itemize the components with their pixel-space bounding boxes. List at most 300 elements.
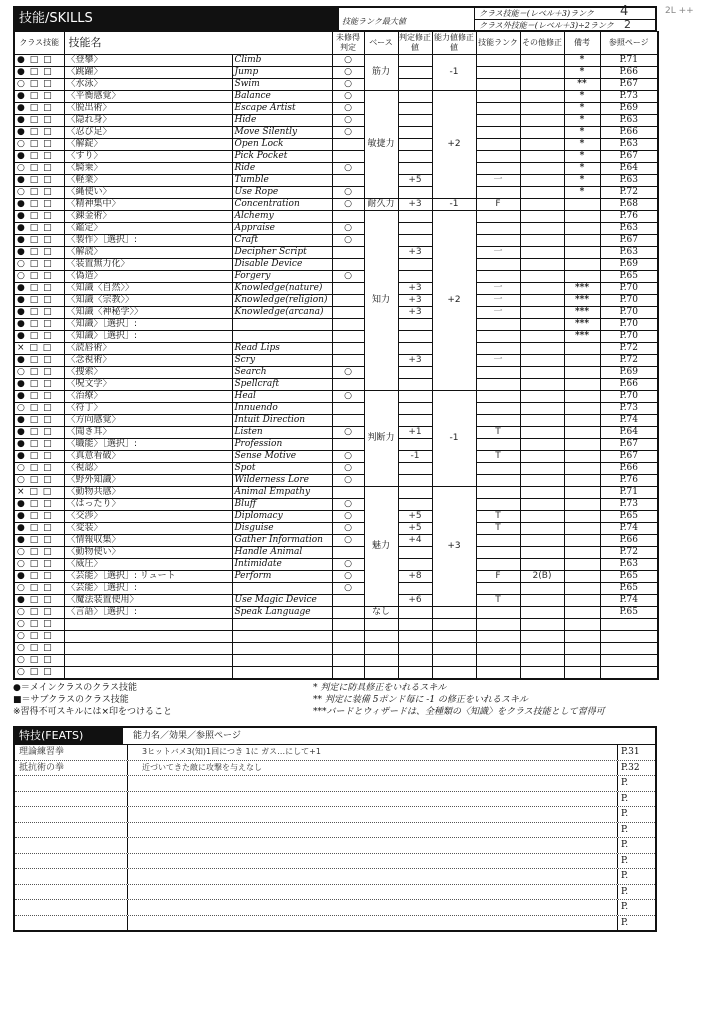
- skill-rank-value[interactable]: [476, 499, 520, 511]
- feat-description[interactable]: [128, 838, 618, 853]
- skill-name-en[interactable]: [232, 667, 332, 680]
- other-mod-value[interactable]: [520, 367, 564, 379]
- skill-name-jp: 〈変装〉: [64, 523, 232, 535]
- other-mod-value[interactable]: [520, 163, 564, 175]
- ref-page: P.63: [600, 175, 658, 187]
- class-skill-checkbox[interactable]: [14, 343, 64, 355]
- class-skill-checkbox[interactable]: [14, 571, 64, 583]
- class-skill-checkbox[interactable]: [14, 67, 64, 79]
- class-skill-checkbox[interactable]: [14, 199, 64, 211]
- feat-name[interactable]: [15, 776, 128, 791]
- feat-description[interactable]: [128, 776, 618, 791]
- check-mod-value[interactable]: +3: [398, 295, 432, 307]
- other-mod-value[interactable]: [520, 667, 564, 680]
- feat-page[interactable]: P.: [621, 793, 629, 804]
- feat-page[interactable]: P.: [621, 871, 629, 881]
- class-skill-checkbox[interactable]: [14, 511, 64, 523]
- skill-rank-value[interactable]: [476, 607, 520, 619]
- skill-rank-value[interactable]: [476, 367, 520, 379]
- skill-rank-value[interactable]: [476, 535, 520, 547]
- class-skill-checkbox[interactable]: ○ □ □: [14, 631, 64, 643]
- class-skill-checkbox[interactable]: [14, 331, 64, 343]
- ref-page: [600, 667, 658, 680]
- class-skill-mark: ●: [17, 175, 26, 185]
- skill-rank-value[interactable]: [476, 67, 520, 79]
- feat-page[interactable]: P.31: [621, 747, 640, 757]
- class-skill-checkbox[interactable]: [14, 451, 64, 463]
- skill-rank-value[interactable]: [476, 211, 520, 223]
- ability-mod-value[interactable]: -1: [432, 391, 476, 487]
- skill-rank-value[interactable]: [476, 223, 520, 235]
- check-mod-value[interactable]: +8: [398, 571, 432, 583]
- skill-name-jp[interactable]: [64, 655, 232, 667]
- class-skill-checkbox[interactable]: [14, 55, 64, 67]
- other-mod-value[interactable]: [520, 523, 564, 535]
- other-mod-value[interactable]: [520, 463, 564, 475]
- skill-rank-value[interactable]: [476, 343, 520, 355]
- feat-description[interactable]: [128, 869, 618, 884]
- class-skill-mark: ●: [17, 535, 26, 545]
- other-mod-value[interactable]: [520, 235, 564, 247]
- feat-description[interactable]: [128, 916, 618, 931]
- other-mod-value[interactable]: [520, 427, 564, 439]
- other-mod-value[interactable]: [520, 631, 564, 643]
- skill-rank-value[interactable]: [476, 163, 520, 175]
- other-mod-value[interactable]: [520, 487, 564, 499]
- note-marker: *: [564, 139, 600, 151]
- check-mod-value[interactable]: [398, 415, 432, 427]
- other-mod-value[interactable]: [520, 115, 564, 127]
- other-mod-value[interactable]: 2(B): [520, 571, 564, 583]
- class-skill-checkbox[interactable]: ○ □ □: [14, 655, 64, 667]
- check-mod-value[interactable]: [398, 547, 432, 559]
- feat-description[interactable]: [128, 900, 618, 915]
- blank-skill-row[interactable]: [14, 619, 658, 631]
- check-mod-value[interactable]: [398, 391, 432, 403]
- skill-name-jp[interactable]: [64, 667, 232, 680]
- feat-description[interactable]: [128, 854, 618, 869]
- ref-page: P.65: [600, 511, 658, 523]
- skill-rank-value[interactable]: 一: [476, 247, 520, 259]
- check-mod-value[interactable]: [398, 271, 432, 283]
- class-skill-checkbox[interactable]: [14, 151, 64, 163]
- check-mod-value[interactable]: [398, 139, 432, 151]
- check-mod-value[interactable]: +3: [398, 247, 432, 259]
- class-skill-checkbox[interactable]: [14, 115, 64, 127]
- class-skill-checkbox[interactable]: [14, 139, 64, 151]
- other-mod-value[interactable]: [520, 223, 564, 235]
- other-mod-value[interactable]: [520, 595, 564, 607]
- skill-rank-value[interactable]: [476, 439, 520, 451]
- class-skill-checkbox[interactable]: [14, 379, 64, 391]
- check-mod-value[interactable]: [398, 211, 432, 223]
- skill-rank-value[interactable]: [476, 259, 520, 271]
- check-mod-value[interactable]: [398, 643, 432, 655]
- other-mod-value[interactable]: [520, 103, 564, 115]
- skill-rank-value[interactable]: [476, 631, 520, 643]
- class-skill-checkbox[interactable]: [14, 307, 64, 319]
- check-mod-value[interactable]: [398, 403, 432, 415]
- other-mod-value[interactable]: [520, 655, 564, 667]
- class-skill-checkbox[interactable]: [14, 355, 64, 367]
- class-skill-checkbox[interactable]: [14, 475, 64, 487]
- skill-rank-value[interactable]: [476, 139, 520, 151]
- ability-mod-value[interactable]: [432, 643, 476, 655]
- class-skill-boxes: □ □: [25, 487, 53, 497]
- check-mod-value[interactable]: [398, 127, 432, 139]
- skill-rank-value[interactable]: [476, 643, 520, 655]
- skill-rank-value[interactable]: [476, 151, 520, 163]
- class-skill-checkbox[interactable]: [14, 391, 64, 403]
- skill-rank-value[interactable]: [476, 655, 520, 667]
- feat-page[interactable]: P.: [621, 855, 629, 866]
- feat-name[interactable]: [15, 885, 128, 900]
- other-mod-value[interactable]: [520, 451, 564, 463]
- ability-mod-value[interactable]: [432, 667, 476, 680]
- class-skill-checkbox[interactable]: [14, 283, 64, 295]
- check-mod-value[interactable]: +3: [398, 307, 432, 319]
- other-mod-value[interactable]: [520, 355, 564, 367]
- ability-mod-value[interactable]: [432, 607, 476, 619]
- other-mod-value[interactable]: [520, 379, 564, 391]
- check-mod-value[interactable]: [398, 379, 432, 391]
- other-mod-value[interactable]: [520, 583, 564, 595]
- check-mod-value[interactable]: [398, 235, 432, 247]
- ability-mod-value[interactable]: [432, 619, 476, 631]
- check-mod-value[interactable]: [398, 439, 432, 451]
- blank-skill-row[interactable]: [14, 655, 658, 667]
- other-mod-value[interactable]: [520, 199, 564, 211]
- skill-rank-value[interactable]: [476, 55, 520, 67]
- check-mod-value[interactable]: [398, 463, 432, 475]
- check-mod-value[interactable]: [398, 79, 432, 91]
- skill-rank-value[interactable]: T: [476, 511, 520, 523]
- note-marker: *: [564, 127, 600, 139]
- class-skill-checkbox[interactable]: ○ □ □: [14, 643, 64, 655]
- untrained-mark: ○: [332, 223, 364, 235]
- other-mod-value[interactable]: [520, 499, 564, 511]
- skill-rank-value[interactable]: [476, 235, 520, 247]
- skill-name-en[interactable]: [232, 643, 332, 655]
- other-mod-value[interactable]: [520, 619, 564, 631]
- feat-name[interactable]: [15, 838, 128, 853]
- class-skill-checkbox[interactable]: [14, 163, 64, 175]
- class-skill-checkbox[interactable]: [14, 439, 64, 451]
- class-skill-checkbox[interactable]: [14, 103, 64, 115]
- skill-rank-value[interactable]: F: [476, 571, 520, 583]
- feat-name[interactable]: [15, 854, 128, 869]
- skill-row: [14, 439, 658, 451]
- skill-rank-value[interactable]: [476, 547, 520, 559]
- skill-name-en[interactable]: [232, 655, 332, 667]
- other-mod-value[interactable]: [520, 511, 564, 523]
- check-mod-value[interactable]: [398, 559, 432, 571]
- skill-rank-value[interactable]: [476, 463, 520, 475]
- feat-name[interactable]: 抵抗術の拳: [15, 761, 128, 776]
- check-mod-value[interactable]: [398, 619, 432, 631]
- class-skill-checkbox[interactable]: [14, 535, 64, 547]
- check-mod-value[interactable]: [398, 55, 432, 67]
- other-mod-value[interactable]: [520, 139, 564, 151]
- check-mod-value[interactable]: [398, 91, 432, 103]
- class-skill-checkbox[interactable]: [14, 547, 64, 559]
- class-skill-checkbox[interactable]: [14, 463, 64, 475]
- check-mod-value[interactable]: [398, 163, 432, 175]
- check-mod-value[interactable]: [398, 475, 432, 487]
- other-mod-value[interactable]: [520, 391, 564, 403]
- class-skill-checkbox[interactable]: [14, 499, 64, 511]
- skill-name-en[interactable]: [232, 619, 332, 631]
- skill-name-en: [232, 319, 332, 331]
- skill-rank-value[interactable]: [476, 127, 520, 139]
- note-marker: [564, 379, 600, 391]
- other-mod-value[interactable]: [520, 127, 564, 139]
- skill-row: [14, 67, 658, 79]
- class-skill-checkbox[interactable]: [14, 223, 64, 235]
- other-mod-value[interactable]: [520, 535, 564, 547]
- skill-rank-value[interactable]: [476, 583, 520, 595]
- feat-name[interactable]: [15, 807, 128, 822]
- feat-page[interactable]: P.: [621, 809, 629, 819]
- class-skill-checkbox[interactable]: [14, 487, 64, 499]
- class-skill-boxes: □ □: [25, 595, 53, 605]
- check-mod-value[interactable]: [398, 607, 432, 619]
- skill-rank-value[interactable]: 一: [476, 283, 520, 295]
- untrained-mark: ○: [332, 451, 364, 463]
- feat-page[interactable]: P.: [621, 886, 629, 897]
- other-mod-value[interactable]: [520, 259, 564, 271]
- ref-page: P.67: [600, 79, 658, 91]
- feat-page[interactable]: P.: [621, 778, 629, 788]
- feat-description[interactable]: [128, 885, 618, 900]
- class-skill-boxes: □ □: [25, 583, 53, 593]
- class-skill-checkbox[interactable]: [14, 319, 64, 331]
- class-skill-checkbox[interactable]: [14, 235, 64, 247]
- other-mod-value[interactable]: [520, 211, 564, 223]
- skill-rank-value[interactable]: 一: [476, 307, 520, 319]
- check-mod-value[interactable]: [398, 487, 432, 499]
- class-skill-checkbox[interactable]: [14, 427, 64, 439]
- feat-name[interactable]: 理論練習拳: [15, 745, 128, 760]
- blank-skill-row[interactable]: [14, 667, 658, 680]
- ability-mod-value[interactable]: +2: [432, 211, 476, 391]
- skill-name-en[interactable]: [232, 631, 332, 643]
- feat-name[interactable]: [15, 823, 128, 838]
- check-mod-value[interactable]: [398, 367, 432, 379]
- check-mod-value[interactable]: [398, 631, 432, 643]
- skill-rank-value[interactable]: [476, 391, 520, 403]
- check-mod-value[interactable]: +4: [398, 535, 432, 547]
- skill-rank-value[interactable]: F: [476, 199, 520, 211]
- other-mod-value[interactable]: [520, 559, 564, 571]
- skill-rank-value[interactable]: T: [476, 523, 520, 535]
- feat-name[interactable]: [15, 900, 128, 915]
- other-mod-value[interactable]: [520, 475, 564, 487]
- check-mod-value[interactable]: [398, 331, 432, 343]
- class-skill-checkbox[interactable]: ○ □ □: [14, 667, 64, 680]
- class-skill-checkbox[interactable]: [14, 187, 64, 199]
- other-mod-value[interactable]: [520, 547, 564, 559]
- skill-rank-value[interactable]: T: [476, 427, 520, 439]
- other-mod-value[interactable]: [520, 91, 564, 103]
- class-skill-checkbox[interactable]: [14, 211, 64, 223]
- class-skill-checkbox[interactable]: [14, 91, 64, 103]
- feat-description[interactable]: 近づいてきた敵に攻撃を与えなし: [128, 761, 618, 776]
- ref-page: P.65: [600, 271, 658, 283]
- feat-page[interactable]: P.: [621, 824, 629, 835]
- class-skill-checkbox[interactable]: [14, 607, 64, 619]
- other-mod-value[interactable]: [520, 415, 564, 427]
- feat-description[interactable]: [128, 807, 618, 822]
- skill-rank-value[interactable]: T: [476, 451, 520, 463]
- class-skill-checkbox[interactable]: [14, 259, 64, 271]
- class-skill-checkbox[interactable]: ○ □ □: [14, 619, 64, 631]
- other-mod-value[interactable]: [520, 283, 564, 295]
- check-mod-value[interactable]: [398, 67, 432, 79]
- feat-name[interactable]: [15, 792, 128, 807]
- other-mod-value[interactable]: [520, 319, 564, 331]
- check-mod-value[interactable]: [398, 655, 432, 667]
- class-skill-checkbox[interactable]: [14, 175, 64, 187]
- check-mod-value[interactable]: [398, 499, 432, 511]
- check-mod-value[interactable]: [398, 103, 432, 115]
- ability-mod-value[interactable]: -1: [432, 55, 476, 91]
- check-mod-value[interactable]: +5: [398, 175, 432, 187]
- ref-page: P.63: [600, 559, 658, 571]
- class-skill-checkbox[interactable]: [14, 295, 64, 307]
- skill-name-en: Wilderness Lore: [232, 475, 332, 487]
- other-mod-value[interactable]: [520, 607, 564, 619]
- feat-page[interactable]: P.: [621, 840, 629, 850]
- skill-name-jp[interactable]: [64, 643, 232, 655]
- feat-page[interactable]: P.: [621, 902, 629, 912]
- class-skill-mark: ○: [17, 79, 26, 89]
- feat-description[interactable]: [128, 823, 618, 838]
- other-mod-value[interactable]: [520, 643, 564, 655]
- other-mod-value[interactable]: [520, 55, 564, 67]
- blank-skill-row[interactable]: [14, 631, 658, 643]
- skill-rank-value[interactable]: [476, 91, 520, 103]
- feat-page[interactable]: P.32: [621, 762, 640, 773]
- skill-name-jp: 〈精神集中〉: [64, 199, 232, 211]
- skill-rank-value[interactable]: [476, 115, 520, 127]
- note-marker: [564, 271, 600, 283]
- check-mod-value[interactable]: +5: [398, 523, 432, 535]
- skill-rank-value[interactable]: [476, 667, 520, 680]
- check-mod-value[interactable]: [398, 151, 432, 163]
- skill-rank-value[interactable]: [476, 379, 520, 391]
- skill-rank-value[interactable]: [476, 331, 520, 343]
- class-skill-checkbox[interactable]: [14, 583, 64, 595]
- other-mod-value[interactable]: [520, 295, 564, 307]
- other-mod-value[interactable]: [520, 307, 564, 319]
- skill-rank-value[interactable]: [476, 79, 520, 91]
- class-skill-checkbox[interactable]: [14, 271, 64, 283]
- other-mod-value[interactable]: [520, 175, 564, 187]
- other-mod-value[interactable]: [520, 343, 564, 355]
- skill-rank-value[interactable]: [476, 559, 520, 571]
- other-mod-value[interactable]: [520, 439, 564, 451]
- class-skill-checkbox[interactable]: [14, 247, 64, 259]
- other-mod-value[interactable]: [520, 151, 564, 163]
- feat-name[interactable]: [15, 916, 128, 931]
- ability-base: 判断力: [364, 391, 398, 487]
- other-mod-value[interactable]: [520, 187, 564, 199]
- check-mod-value[interactable]: [398, 319, 432, 331]
- ability-mod-value[interactable]: [432, 655, 476, 667]
- ability-mod-value[interactable]: [432, 631, 476, 643]
- skill-rank-value[interactable]: [476, 487, 520, 499]
- skill-rank-value[interactable]: 一: [476, 295, 520, 307]
- skill-rank-value[interactable]: [476, 319, 520, 331]
- skill-rank-value[interactable]: 一: [476, 355, 520, 367]
- skill-rank-value[interactable]: [476, 619, 520, 631]
- class-skill-checkbox[interactable]: [14, 523, 64, 535]
- check-mod-value[interactable]: [398, 667, 432, 680]
- check-mod-value[interactable]: +3: [398, 283, 432, 295]
- blank-skill-row[interactable]: [14, 643, 658, 655]
- ability-mod-value[interactable]: +3: [432, 487, 476, 607]
- skill-name-en: Knowledge(arcana): [232, 307, 332, 319]
- check-mod-value[interactable]: [398, 259, 432, 271]
- skill-name-jp[interactable]: [64, 631, 232, 643]
- skill-rank-value[interactable]: [476, 475, 520, 487]
- ability-mod-value[interactable]: +2: [432, 91, 476, 199]
- class-skill-checkbox[interactable]: [14, 559, 64, 571]
- skill-row: [14, 211, 658, 223]
- class-skill-checkbox[interactable]: [14, 367, 64, 379]
- skill-rank-value[interactable]: 一: [476, 175, 520, 187]
- check-mod-value[interactable]: [398, 343, 432, 355]
- class-skill-checkbox[interactable]: [14, 415, 64, 427]
- untrained-mark: ○: [332, 55, 364, 67]
- other-mod-value[interactable]: [520, 67, 564, 79]
- class-skill-checkbox[interactable]: [14, 403, 64, 415]
- skill-rank-value[interactable]: [476, 403, 520, 415]
- skill-rank-value[interactable]: [476, 187, 520, 199]
- check-mod-value[interactable]: -1: [398, 451, 432, 463]
- skill-rank-value[interactable]: [476, 271, 520, 283]
- check-mod-value[interactable]: +6: [398, 595, 432, 607]
- skill-rank-value[interactable]: T: [476, 595, 520, 607]
- feat-description[interactable]: 3ヒットバメ3(知)1回につき 1に ガス…にして+1: [128, 745, 618, 760]
- other-mod-value[interactable]: [520, 331, 564, 343]
- class-skill-checkbox[interactable]: [14, 595, 64, 607]
- class-skill-checkbox[interactable]: [14, 127, 64, 139]
- other-mod-value[interactable]: [520, 271, 564, 283]
- feat-row: [15, 776, 655, 792]
- other-mod-value[interactable]: [520, 79, 564, 91]
- check-mod-value[interactable]: +3: [398, 355, 432, 367]
- check-mod-value[interactable]: [398, 583, 432, 595]
- skill-rank-value[interactable]: [476, 103, 520, 115]
- check-mod-value[interactable]: +1: [398, 427, 432, 439]
- class-skill-checkbox[interactable]: [14, 79, 64, 91]
- check-mod-value[interactable]: [398, 223, 432, 235]
- check-mod-value[interactable]: [398, 187, 432, 199]
- check-mod-value[interactable]: [398, 115, 432, 127]
- check-mod-value[interactable]: +5: [398, 511, 432, 523]
- skill-name-jp[interactable]: [64, 619, 232, 631]
- check-mod-value[interactable]: +3: [398, 199, 432, 211]
- other-mod-value[interactable]: [520, 247, 564, 259]
- feat-page[interactable]: P.: [621, 917, 629, 928]
- feat-description[interactable]: [128, 792, 618, 807]
- ability-mod-value[interactable]: -1: [432, 199, 476, 211]
- skill-rank-value[interactable]: [476, 415, 520, 427]
- feat-name[interactable]: [15, 869, 128, 884]
- other-mod-value[interactable]: [520, 403, 564, 415]
